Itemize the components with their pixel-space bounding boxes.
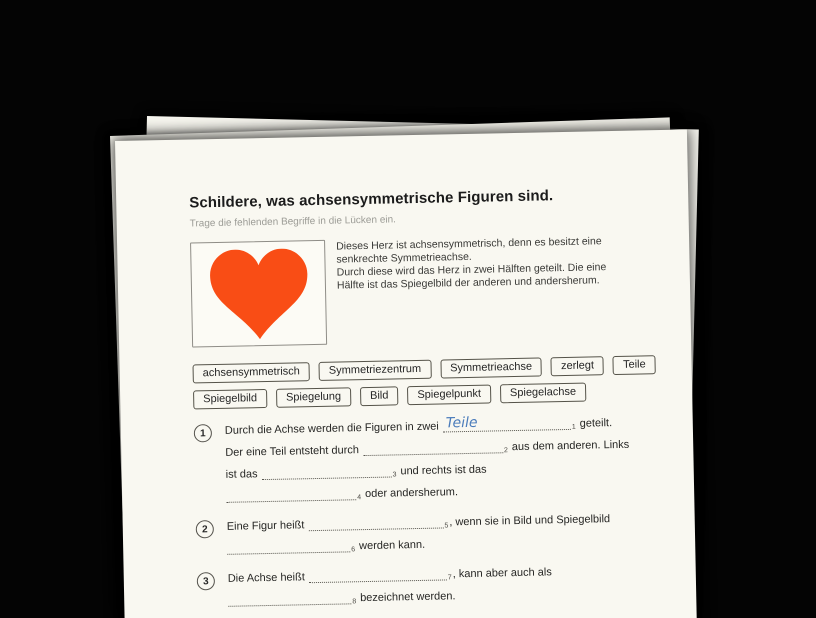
question-2 [196, 510, 637, 563]
question-text: bezeichnet werden. [360, 590, 456, 605]
question-text: ist das [225, 468, 258, 481]
word-chip-zerlegt[interactable]: zerlegt [551, 356, 604, 376]
question-text: , kann aber auch als [452, 566, 552, 581]
answer-blank-7[interactable] [309, 567, 447, 583]
worksheet-content [189, 186, 646, 618]
blank-number: 1 [571, 423, 576, 431]
answer-blank-3[interactable] [261, 465, 391, 481]
word-chip-spiegelung[interactable]: Spiegelung [276, 387, 351, 408]
word-chip-symmetriezentrum[interactable]: Symmetriezentrum [319, 360, 432, 381]
example-figure-box [190, 240, 327, 348]
answer-blank-8[interactable] [228, 591, 351, 606]
question-text: aus dem anderen. Links [511, 438, 630, 454]
question-2-number-badge: 2 [196, 520, 214, 538]
question-3-text [228, 562, 638, 614]
word-bank-row-2 [193, 381, 663, 409]
answer-blank-5[interactable] [308, 515, 443, 531]
question-list [194, 414, 638, 615]
question-text: Der eine Teil entsteht durch [225, 444, 360, 459]
question-text: oder andersherum. [364, 486, 459, 501]
figure-description-line: Dieses Herz ist achsensymmetrisch, denn es besitzt eine senkrechte Symmetrieachse. [336, 235, 602, 266]
question-text: Die Achse heißt [227, 571, 305, 585]
blank-number: 4 [357, 494, 362, 502]
example-figure-row [190, 234, 632, 348]
question-3 [197, 562, 638, 615]
handwritten-answer: Teile [445, 414, 478, 432]
word-chip-achsensymmetrisch[interactable]: achsensymmetrisch [193, 362, 311, 383]
question-3-number-badge: 3 [197, 572, 215, 590]
heart-shape [209, 248, 308, 340]
question-text: geteilt. [579, 417, 613, 430]
question-1-number-badge: 1 [194, 424, 212, 442]
word-bank-row-1 [193, 355, 663, 383]
blank-number: 5 [444, 522, 449, 530]
question-text: Eine Figur heißt [226, 519, 305, 533]
word-bank [193, 355, 664, 409]
blank-number: 2 [503, 447, 508, 455]
blank-number: 7 [447, 574, 452, 582]
word-chip-symmetrieachse[interactable]: Symmetrieachse [440, 357, 542, 378]
question-1-text [225, 414, 636, 510]
word-chip-spiegelbild[interactable]: Spiegelbild [193, 389, 267, 409]
blank-number: 6 [351, 546, 356, 554]
page-title: Schildere, was achsensymmetrische Figuren sind. [189, 187, 554, 212]
figure-description-line: Durch diese wird das Herz in zwei Hälften geteilt. Die eine Hälfte ist das Spiegelbild der anderen und andersherum. [336, 261, 607, 292]
heart-icon [209, 248, 309, 340]
word-chip-bild[interactable]: Bild [360, 386, 399, 406]
figure-description [336, 234, 625, 293]
answer-blank-2[interactable] [363, 440, 503, 456]
worksheet-page [115, 130, 699, 618]
question-2-text [227, 510, 637, 562]
word-chip-spiegelpunkt[interactable]: Spiegelpunkt [407, 385, 491, 406]
answer-blank-4[interactable] [226, 487, 356, 503]
question-text: werden kann. [358, 538, 426, 553]
blank-number: 3 [392, 471, 397, 479]
question-text: Durch die Achse werden die Figuren in zwei [224, 420, 439, 437]
answer-blank-1[interactable] [443, 414, 571, 433]
answer-blank-6[interactable] [227, 539, 350, 554]
blank-number: 8 [352, 598, 357, 606]
question-text: und rechts ist das [400, 463, 487, 478]
question-1 [194, 414, 636, 511]
question-text: , wenn sie in Bild und Spiegelbild [449, 513, 611, 529]
word-chip-spiegelachse[interactable]: Spiegelachse [500, 383, 586, 404]
page-subtitle: Trage die fehlenden Begriffe in die Lücken ein. [189, 214, 397, 230]
word-chip-teile[interactable]: Teile [613, 355, 656, 375]
